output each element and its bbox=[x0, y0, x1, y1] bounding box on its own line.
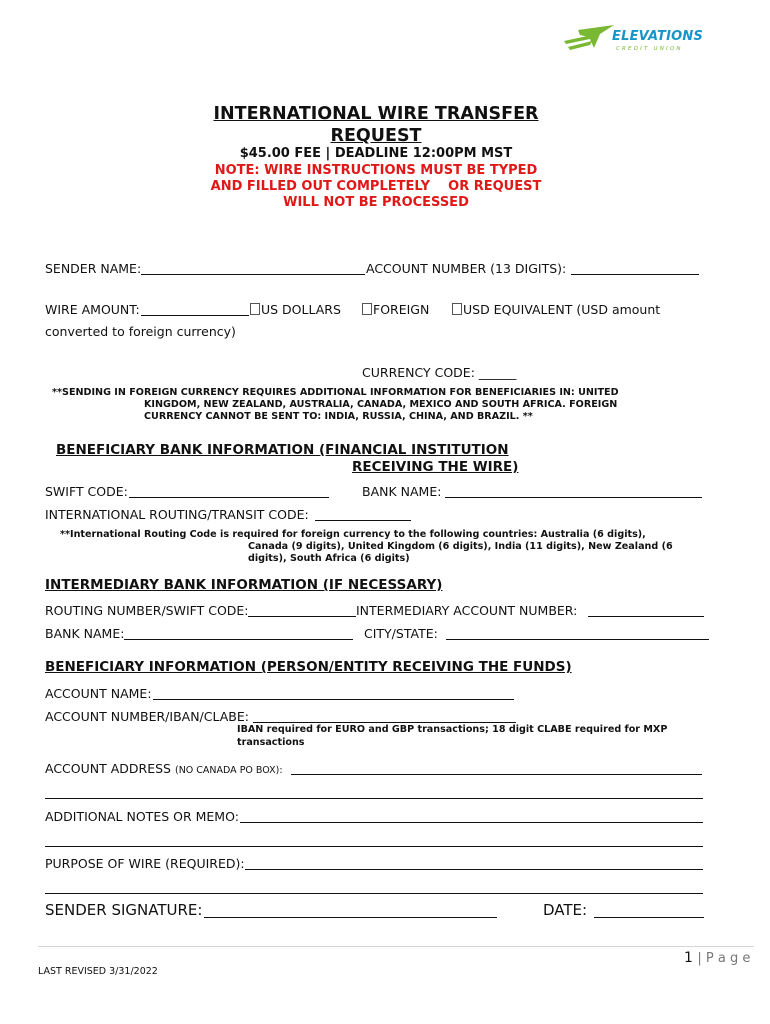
page-number bbox=[684, 950, 750, 966]
routing-transit-field[interactable] bbox=[315, 520, 411, 521]
account-address-hint: (NO CANADA PO BOX): bbox=[174, 765, 283, 776]
beneficiary-bank-heading-line2: RECEIVING THE WIRE) bbox=[352, 459, 519, 475]
swift-code-field[interactable] bbox=[129, 497, 329, 498]
usd-equivalent-label: USD EQUIVALENT (USD amount bbox=[463, 302, 661, 317]
currency-code-field[interactable]: CURRENCY CODE: ______ bbox=[362, 365, 517, 380]
logo-mark-icon bbox=[562, 22, 618, 58]
foreign-option[interactable] bbox=[362, 302, 429, 317]
beneficiary-bank-heading-line1: BENEFICIARY BANK INFORMATION (FINANCIAL INSTITUTION bbox=[56, 442, 509, 458]
purpose-field[interactable] bbox=[245, 869, 703, 870]
intermediary-bank-name-label: BANK NAME: bbox=[45, 626, 125, 641]
sender-name-label: SENDER NAME: bbox=[45, 261, 142, 276]
usd-checkbox[interactable] bbox=[250, 303, 260, 315]
logo-sub-text: CREDIT UNION bbox=[616, 46, 683, 52]
sender-name-field[interactable] bbox=[141, 274, 365, 275]
logo-brand-text: ELEVATIONS bbox=[612, 29, 704, 44]
usd-option[interactable] bbox=[250, 302, 341, 317]
usd-option-label: US DOLLARS bbox=[261, 302, 341, 317]
routing-note-line3: digits), South Africa (6 digits) bbox=[248, 553, 410, 564]
sender-signature-label: SENDER SIGNATURE: bbox=[45, 901, 203, 919]
account-name-label: ACCOUNT NAME: bbox=[45, 686, 152, 701]
account-address-field[interactable] bbox=[291, 774, 702, 775]
notes-memo-field-2[interactable] bbox=[45, 846, 703, 847]
intermediary-routing-field[interactable] bbox=[248, 616, 356, 617]
beneficiary-heading: BENEFICIARY INFORMATION (PERSON/ENTITY RECEIVING THE FUNDS) bbox=[45, 659, 572, 675]
foreign-note-line3: CURRENCY CANNOT BE SENT TO: INDIA, RUSSIA, CHINA, AND BRAZIL. ** bbox=[144, 411, 533, 422]
foreign-note-line2: KINGDOM, NEW ZEALAND, AUSTRALIA, CANADA, MEXICO AND SOUTH AFRICA. FOREIGN bbox=[144, 399, 618, 410]
account-number-label: ACCOUNT NUMBER (13 DIGITS): bbox=[366, 261, 567, 276]
account-address-label bbox=[45, 761, 283, 776]
account-address-label-text: ACCOUNT ADDRESS bbox=[45, 761, 171, 776]
page-number-value: 1 bbox=[684, 950, 693, 966]
iban-note-line1: IBAN required for EURO and GBP transactions; 18 digit CLABE required for MXP bbox=[237, 724, 668, 735]
wire-amount-label: WIRE AMOUNT: bbox=[45, 302, 140, 317]
purpose-field-2[interactable] bbox=[45, 893, 703, 894]
sender-signature-field[interactable] bbox=[204, 917, 497, 918]
intermediary-heading: INTERMEDIARY BANK INFORMATION (IF NECESSARY) bbox=[45, 577, 443, 593]
page-title-line2: REQUEST bbox=[330, 126, 422, 146]
elevations-logo bbox=[562, 22, 712, 58]
purpose-label: PURPOSE OF WIRE (REQUIRED): bbox=[45, 856, 245, 871]
usd-equivalent-checkbox[interactable] bbox=[452, 303, 462, 315]
iban-note-line2: transactions bbox=[237, 737, 305, 748]
account-address-field-2[interactable] bbox=[45, 798, 703, 799]
notes-memo-label: ADDITIONAL NOTES OR MEMO: bbox=[45, 809, 239, 824]
bank-name-field[interactable] bbox=[445, 497, 702, 498]
intermediary-city-label: CITY/STATE: bbox=[364, 626, 438, 641]
intermediary-account-label: INTERMEDIARY ACCOUNT NUMBER: bbox=[356, 603, 578, 618]
warning-note-line1: NOTE: WIRE INSTRUCTIONS MUST BE TYPED bbox=[214, 163, 538, 178]
page-title-line1: INTERNATIONAL WIRE TRANSFER bbox=[213, 104, 539, 124]
intermediary-account-field[interactable] bbox=[588, 616, 704, 617]
date-label: DATE: bbox=[543, 901, 588, 919]
intermediary-city-field[interactable] bbox=[446, 639, 709, 640]
routing-transit-label: INTERNATIONAL ROUTING/TRANSIT CODE: bbox=[45, 507, 309, 522]
converted-note: converted to foreign currency) bbox=[45, 324, 236, 339]
foreign-checkbox[interactable] bbox=[362, 303, 372, 315]
usd-equivalent-option[interactable] bbox=[452, 302, 660, 317]
intermediary-bank-name-field[interactable] bbox=[124, 639, 353, 640]
page-word: | P a g e bbox=[697, 951, 751, 966]
notes-memo-field[interactable] bbox=[240, 822, 703, 823]
date-field[interactable] bbox=[594, 917, 704, 918]
routing-note-line1: **International Routing Code is required for foreign currency to the following countries: Australia (6 digits), bbox=[60, 529, 646, 540]
swift-code-label: SWIFT CODE: bbox=[45, 484, 128, 499]
account-iban-field[interactable] bbox=[253, 722, 516, 723]
routing-note-line2: Canada (9 digits), United Kingdom (6 digits), India (11 digits), New Zealand (6 bbox=[248, 541, 673, 552]
warning-note-line3: WILL NOT BE PROCESSED bbox=[283, 195, 469, 210]
warning-note-line2: AND FILLED OUT COMPLETELY OR REQUEST bbox=[210, 179, 542, 194]
fee-deadline: $45.00 FEE | DEADLINE 12:00PM MST bbox=[239, 146, 513, 161]
bank-name-label: BANK NAME: bbox=[362, 484, 442, 499]
intermediary-routing-label: ROUTING NUMBER/SWIFT CODE: bbox=[45, 603, 249, 618]
wire-amount-field[interactable] bbox=[141, 315, 249, 316]
last-revised: LAST REVISED 3/31/2022 bbox=[38, 966, 158, 977]
account-name-field[interactable] bbox=[153, 699, 514, 700]
foreign-note-line1: **SENDING IN FOREIGN CURRENCY REQUIRES ADDITIONAL INFORMATION FOR BENEFICIARIES IN: UNITED bbox=[52, 387, 619, 398]
account-number-field[interactable] bbox=[571, 274, 699, 275]
account-iban-label: ACCOUNT NUMBER/IBAN/CLABE: bbox=[45, 709, 249, 724]
foreign-option-label: FOREIGN bbox=[373, 302, 430, 317]
footer-divider bbox=[38, 946, 754, 947]
